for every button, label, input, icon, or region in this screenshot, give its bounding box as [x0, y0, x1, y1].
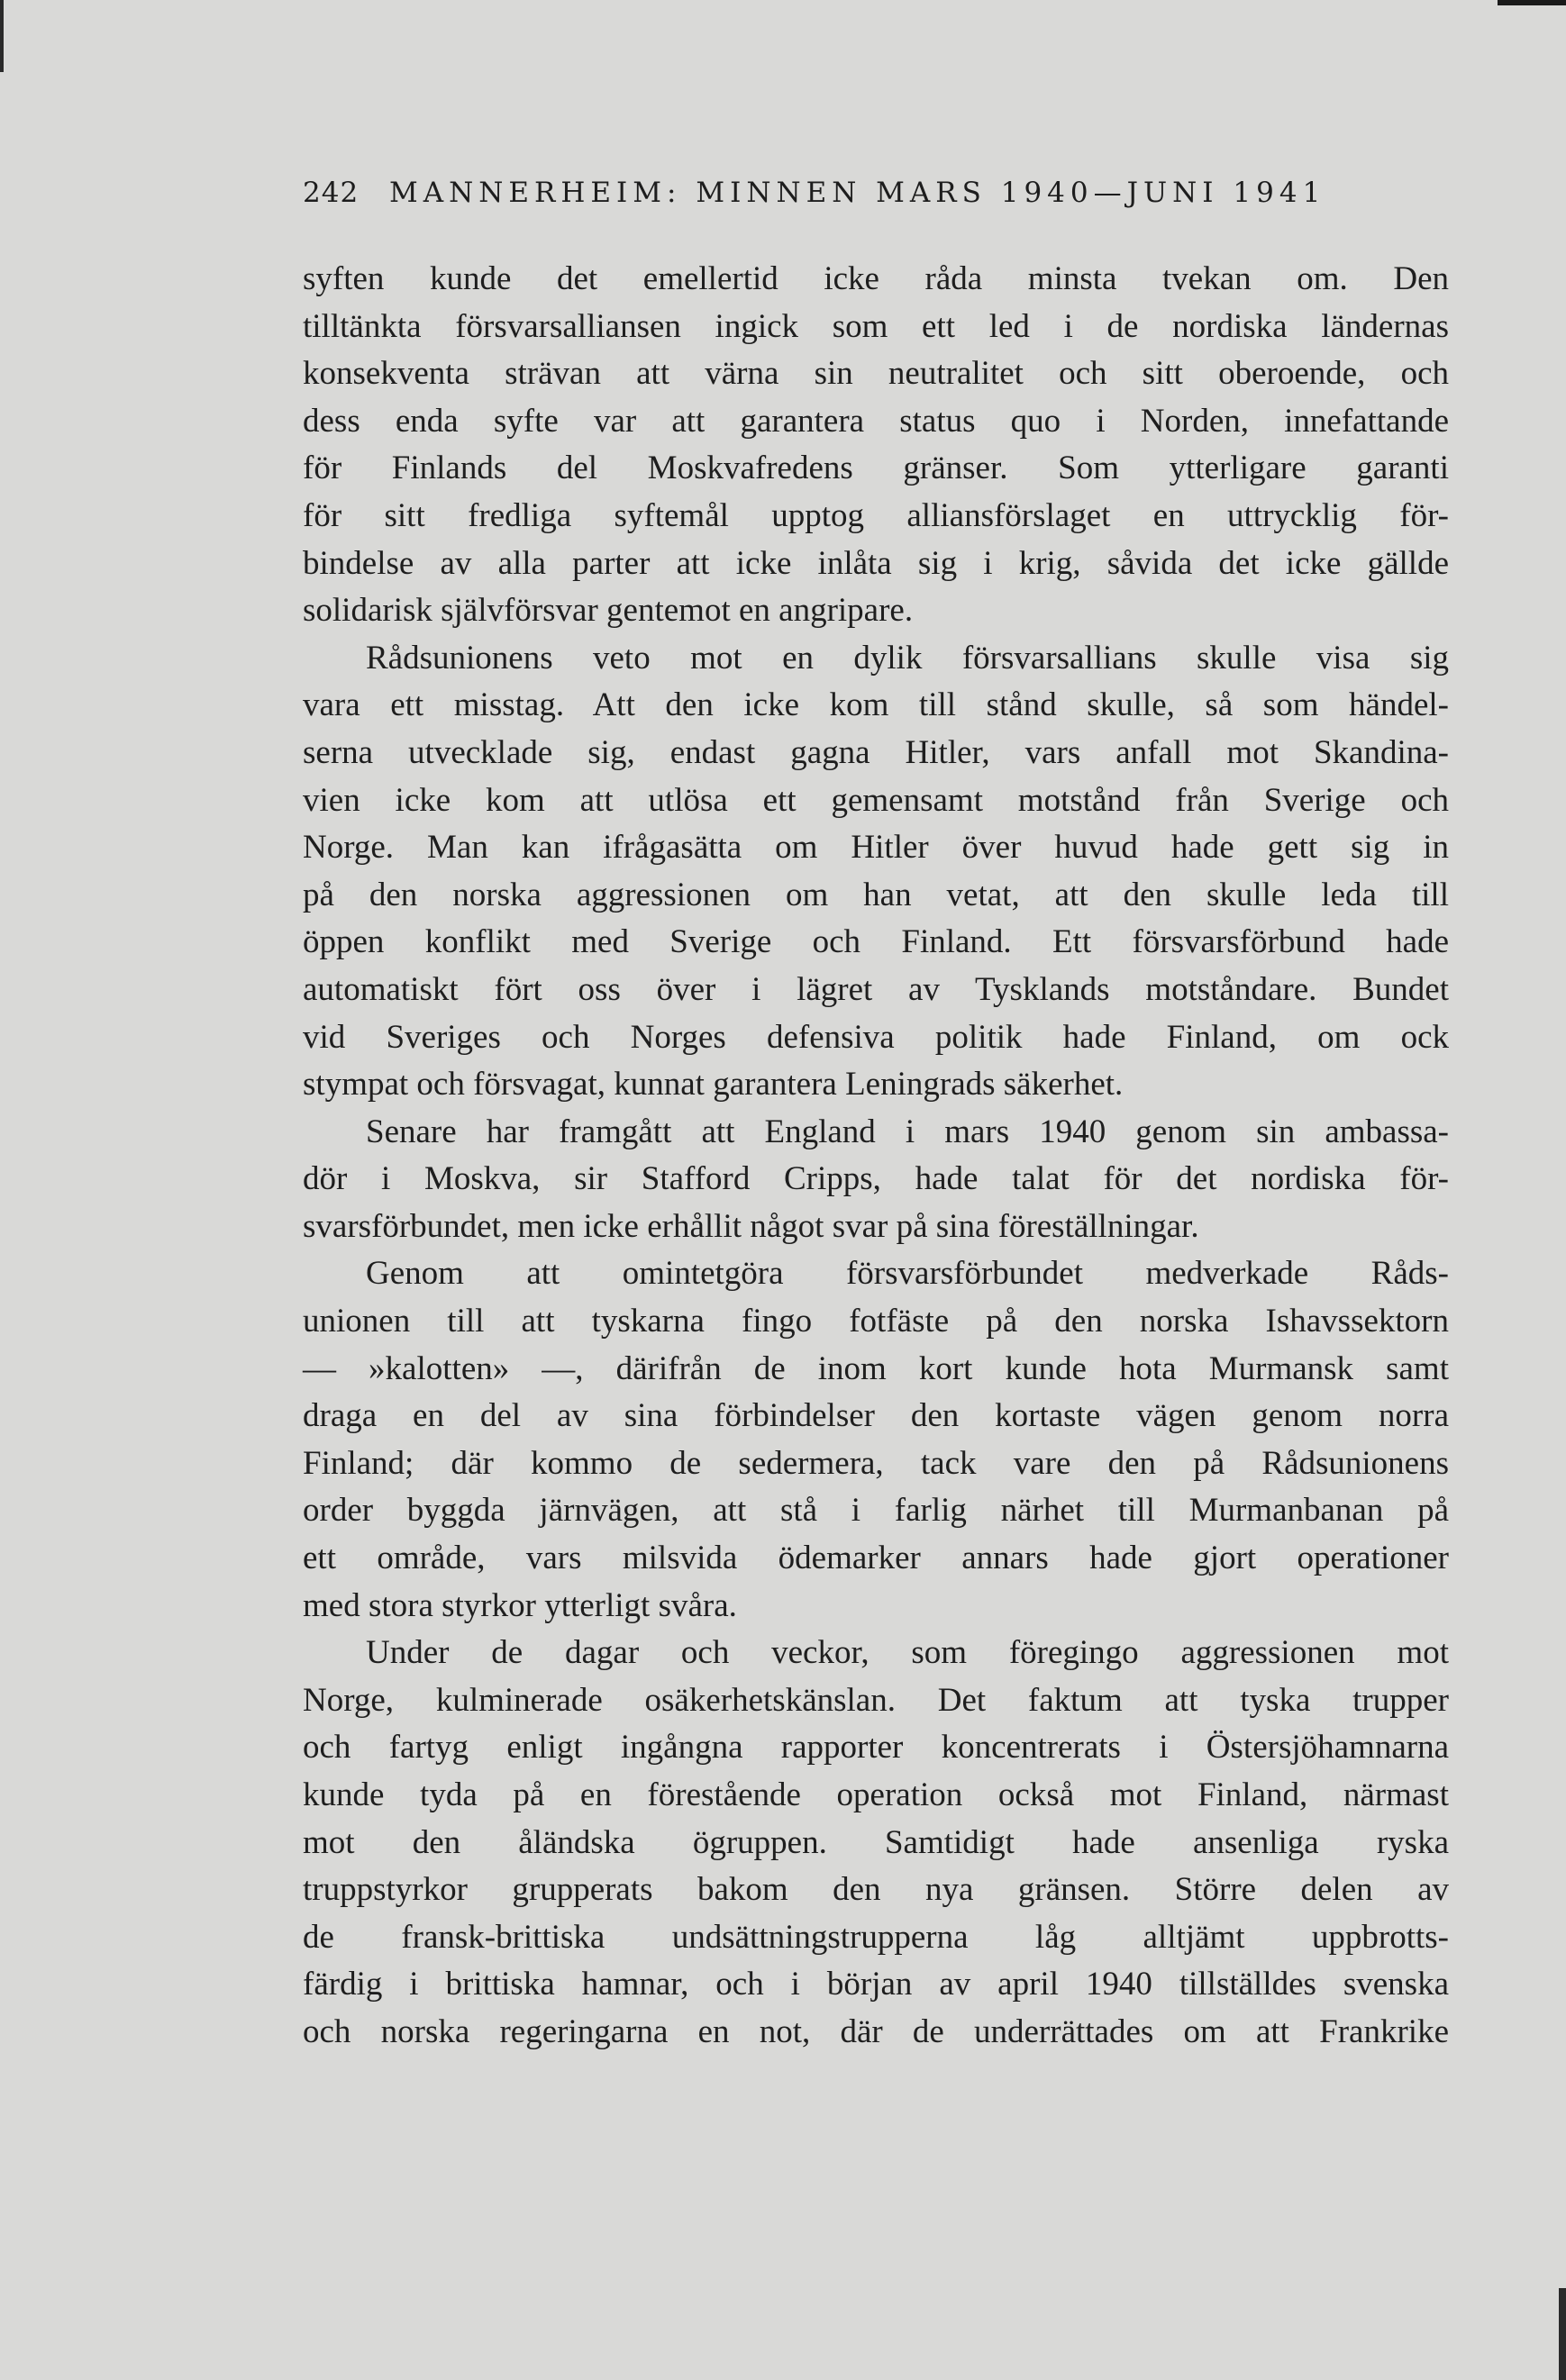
text-line: solidarisk självförsvar gentemot en angripare. — [303, 592, 914, 630]
text-line: ett område, vars milsvida ödemarker annars hade gjort operationer — [303, 1540, 1449, 1577]
text-line: med stora styrkor ytterligt svåra. — [303, 1586, 737, 1624]
text-line: Under de dagar och veckor, som föregingo aggressionen mot — [366, 1634, 1449, 1672]
text-line: Rådsunionens veto mot en dylik försvarsallians skulle visa sig — [366, 639, 1449, 677]
text-line: unionen till att tyskarna fingo fotfäste på den norska Ishavssektorn — [303, 1303, 1449, 1340]
text-line: bindelse av alla parter att icke inlåta sig i krig, såvida det icke gällde — [303, 544, 1449, 582]
text-line: de fransk-brittiska undsättningstrupperna låg alltjämt uppbrotts- — [303, 1918, 1449, 1956]
text-line: vien icke kom att utlösa ett gemensamt motstånd från Sverige och — [303, 781, 1449, 819]
running-title: MANNERHEIM: MINNEN MARS 1940—JUNI 1941 — [389, 177, 1326, 209]
text-line: automatiskt fört oss över i lägret av Tysklands motståndare. Bundet — [303, 970, 1449, 1008]
text-line: kunde tyda på en förestående operation också mot Finland, närmast — [303, 1776, 1449, 1813]
text-line: Norge, kulminerade osäkerhetskänslan. Det faktum att tyska trupper — [303, 1681, 1449, 1719]
scan-edge-top — [1498, 0, 1566, 5]
text-line: draga en del av sina förbindelser den kortaste vägen genom norra — [303, 1397, 1449, 1435]
scan-edge-right — [1559, 2288, 1566, 2380]
text-line: — »kalotten» —, därifrån de inom kort kunde hota Murmansk samt — [303, 1349, 1449, 1387]
text-line: tilltänkta försvarsalliansen ingick som ett led i de nordiska ländernas — [303, 307, 1449, 345]
text-line: dör i Moskva, sir Stafford Cripps, hade talat för det nordiska för- — [303, 1160, 1449, 1198]
text-line: syften kunde det emellertid icke råda minsta tvekan om. Den — [303, 260, 1449, 297]
text-line: Finland; där kommo de sedermera, tack vare den på Rådsunionens — [303, 1444, 1449, 1482]
text-line: stympat och försvagat, kunnat garantera Leningrads säkerhet. — [303, 1066, 1124, 1104]
text-line: konsekventa strävan att värna sin neutralitet och sitt oberoende, och — [303, 355, 1449, 393]
body-text — [303, 256, 1449, 2057]
page-number: 242 — [303, 177, 360, 209]
text-line: Genom att omintetgöra försvarsförbundet medverkade Råds- — [366, 1255, 1449, 1293]
text-line: order byggda järnvägen, att stå i farlig närhet till Murmanbanan på — [303, 1492, 1449, 1530]
text-line: vara ett misstag. Att den icke kom till stånd skulle, så som händel- — [303, 686, 1449, 724]
text-line: och norska regeringarna en not, där de underrättades om att Frankrike — [303, 2012, 1449, 2050]
text-line: mot den åländska ögruppen. Samtidigt hade ansenliga ryska — [303, 1823, 1449, 1861]
text-line: öppen konflikt med Sverige och Finland. Ett försvarsförbund hade — [303, 923, 1449, 961]
scan-edge-left — [0, 0, 4, 72]
text-line: truppstyrkor grupperats bakom den nya gränsen. Större delen av — [303, 1871, 1449, 1909]
text-line: vid Sveriges och Norges defensiva politik hade Finland, om ock — [303, 1018, 1449, 1056]
text-line: serna utvecklade sig, endast gagna Hitler, vars anfall mot Skandina- — [303, 733, 1449, 771]
text-line: på den norska aggressionen om han vetat, att den skulle leda till — [303, 876, 1449, 913]
text-line: för Finlands del Moskvafredens gränser. Som ytterligare garanti — [303, 450, 1449, 487]
text-line: färdig i brittiska hamnar, och i början av april 1940 tillställdes svenska — [303, 1966, 1449, 2003]
text-line: Senare har framgått att England i mars 1940 genom sin ambassa- — [366, 1113, 1449, 1150]
text-line: Norge. Man kan ifrågasätta om Hitler över huvud hade gett sig in — [303, 829, 1449, 867]
text-line: svarsförbundet, men icke erhållit något svar på sina föreställningar. — [303, 1207, 1199, 1245]
text-line: för sitt fredliga syftemål upptog alliansförslaget en uttrycklig för- — [303, 496, 1449, 534]
running-header — [303, 177, 1456, 209]
text-line: dess enda syfte var att garantera status quo i Norden, innefattande — [303, 402, 1449, 440]
text-line: och fartyg enligt ingångna rapporter koncentrerats i Östersjöhamnarna — [303, 1729, 1449, 1767]
